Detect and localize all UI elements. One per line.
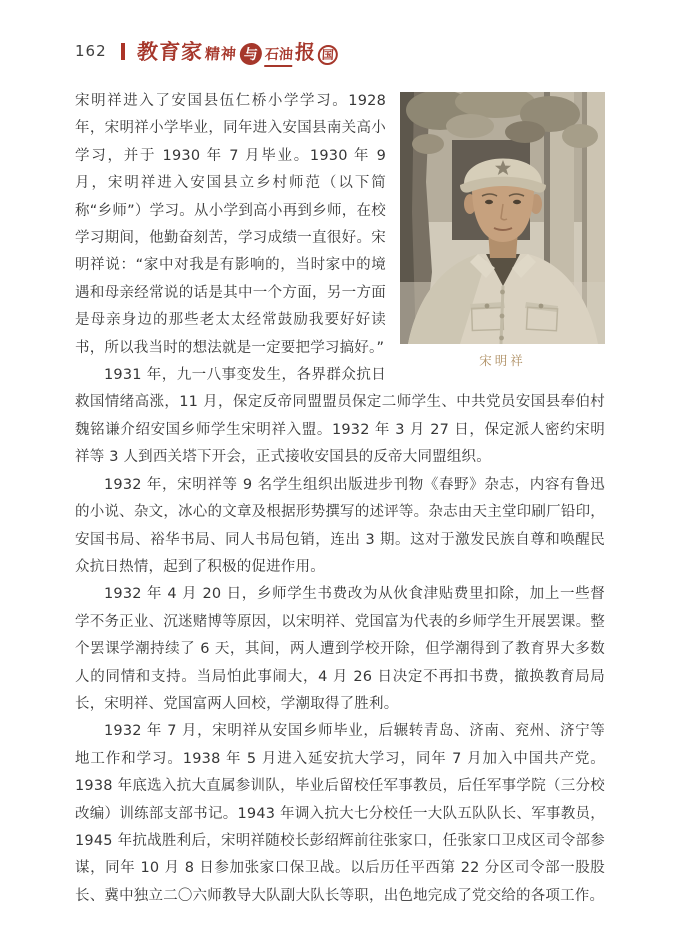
logo-text-petroleum: 石油 bbox=[264, 44, 293, 67]
logo-text-serve: 报 bbox=[294, 39, 316, 64]
paragraph-5: 1932 年 7 月，宋明祥从安国乡师毕业，后辗转青岛、济南、兖州、济宁等地工作和学习。1938 年 5 月进入延安抗大学习，同年 7 月加入中国共产党。1938 年底选入抗大直属参训队，毕业后留校任军事教员，后任军事学院（三分校改编）训练部支部书记。1943 年调入抗大七分校任一大队五队队长、军事教员，1945 年抗战胜利后，宋明祥随校长彭绍辉前往张家口，任张家口卫戍区司令部参谋，同年 10 月 8 日参加张家口保卫战。以后历任平西第 22 分区司令部一股股长、冀中独立二〇六师教导大队副大队长等职，出色地完成了党交给的各项工作。 bbox=[75, 723, 605, 904]
portrait-photo bbox=[400, 92, 605, 344]
portrait-photo-illustration bbox=[400, 92, 605, 344]
paragraph-3: 1932 年，宋明祥等 9 名学生组织出版进步刊物《春野》杂志，内容有鲁迅的小说、杂文，冰心的文章及根据形势撰写的述评等。杂志由天主堂印刷厂铅印，安国书局、裕华书局、同人书局包销，连出 3 期。这对于激发民族自尊和唤醒民众抗日热情，起到了积极的促进作用。 bbox=[75, 476, 605, 575]
paragraph-1: 宋明祥进入了安国县伍仁桥小学学习。1928 年，宋明祥小学毕业，同年进入安国县南关高小学习，并于 1930 年 7 月毕业。1930 年 9 月，宋明祥进入安国县立乡村师范（以下简称“乡师”）学习。从小学到高小再到乡师，在校学习期间，他勤奋刻苦，学习成绩一直很好。宋明祥说：“家中对我是有影响的，当时家中的境遇和母亲经常说的话是其中一个方面，另一方面是母亲身边的那些老太太经常鼓励我要好好读书，所以我当时的想法就是一定要把学习搞好。” bbox=[75, 93, 386, 356]
page-number: 162 bbox=[75, 42, 107, 60]
logo-text-educator: 教育家 bbox=[135, 38, 204, 64]
page-header bbox=[75, 36, 605, 66]
logo-text-spirit: 精神 bbox=[204, 44, 237, 63]
paragraph-4: 1932 年 4 月 20 日，乡师学生书费改为从伙食津贴费里扣除，加上一些督学不务正业、沉迷赌博等原因，以宋明祥、党国富为代表的乡师学生开展罢课。整个罢课学潮持续了 6 天，其间，两人遭到学校开除，但学潮得到了教育界大多数人的同情和支持。当局怕此事闹大，4 月 26 日决定不再扣书费，撤换教育局局长，宋明祥、党国富两人回校，学潮取得了胜利。 bbox=[75, 586, 605, 712]
logo-circle-and: 与 bbox=[239, 42, 262, 64]
article-body bbox=[75, 88, 605, 910]
header-divider-bar bbox=[121, 43, 125, 60]
book-title-logo bbox=[136, 36, 339, 67]
portrait-figure bbox=[400, 92, 605, 369]
paragraph-2: 1931 年，九一八事变发生，各界群众抗日救国情绪高涨，11 月，保定反帝同盟盟员保定二师学生、中共党员安国县奉伯村魏铭谦介绍安国乡师学生宋明祥入盟。1932 年 3 月 27 日，保定派人密约宋明祥等 3 人到西关塔下开会，正式接收安国县的反帝大同盟组织。 bbox=[75, 367, 605, 466]
photo-caption: 宋明祥 bbox=[479, 353, 526, 368]
logo-circle-country: 国 bbox=[317, 44, 338, 64]
